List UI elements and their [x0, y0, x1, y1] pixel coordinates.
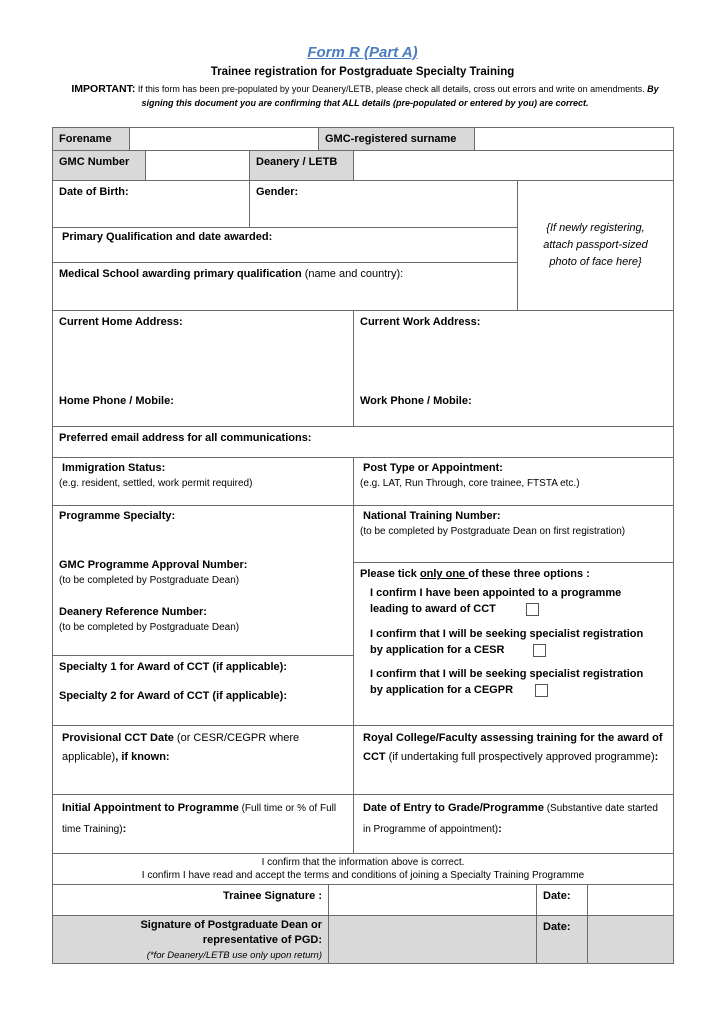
option-cct: I confirm I have been appointed to a programme leading to award of CCT	[370, 587, 622, 615]
medical-school-field[interactable]	[52, 262, 518, 311]
form-title: Form R (Part A)	[307, 44, 418, 61]
important-emphasis: By signing this document you are confirming that ALL details (pre-populated or entered by you) are correct.	[141, 84, 659, 108]
photo-area	[517, 180, 674, 311]
primary-qualification-field[interactable]	[52, 227, 518, 263]
work-address-field[interactable]	[353, 310, 674, 427]
work-address-label: Current Work Address:	[360, 316, 481, 328]
deanery-ref-label: Deanery Reference Number:	[59, 606, 207, 618]
gmc-approval-hint: (to be completed by Postgraduate Dean)	[59, 575, 240, 586]
important-text: If this form has been pre-populated by your Deanery/LETB, please check all details, cross out errors and write on amendments.	[137, 84, 645, 94]
specialty-block[interactable]	[52, 655, 354, 726]
ntn-label: National Training Number:	[363, 510, 501, 522]
ntn-field[interactable]	[353, 505, 674, 563]
trainee-signature-label: Trainee Signature :	[52, 884, 329, 916]
post-type-field[interactable]	[353, 457, 674, 506]
provisional-cct-field[interactable]: Provisional CCT Date (or CESR/CEGPR where applicable), if known:	[52, 725, 354, 795]
post-type-hint: (e.g. LAT, Run Through, core trainee, FTSTA etc.)	[360, 478, 580, 489]
dean-note: (*for Deanery/LETB use only upon return)	[146, 950, 322, 961]
primary-qualification-label: Primary Qualification and date awarded:	[62, 231, 273, 243]
programme-specialty-label: Programme Specialty:	[59, 510, 176, 522]
medical-school-hint: (name and country):	[301, 268, 404, 280]
dean-date-input[interactable]	[587, 915, 674, 964]
email-field[interactable]: Preferred email address for all communications:	[52, 426, 674, 458]
home-address-field[interactable]	[52, 310, 354, 427]
trainee-signature-input[interactable]	[328, 884, 537, 916]
immigration-label: Immigration Status:	[62, 462, 166, 474]
gmc-number-input[interactable]	[145, 150, 250, 181]
cct-checkbox[interactable]	[526, 603, 539, 616]
immigration-hint: (e.g. resident, settled, work permit required)	[59, 478, 253, 489]
deanery-label: Deanery / LETB	[249, 150, 354, 181]
form-subtitle: Trainee registration for Postgraduate Specialty Training	[210, 66, 515, 78]
important-notice	[60, 82, 670, 110]
royal-college-field[interactable]: Royal College/Faculty assessing training for the award of CCT (if undertaking full prospectively approved programme):	[353, 725, 674, 795]
deanery-ref-hint: (to be completed by Postgraduate Dean)	[59, 622, 240, 633]
initial-appointment-field[interactable]: Initial Appointment to Programme (Full time or % of Full time Training):	[52, 794, 354, 854]
photo-note: {If newly registering, attach passport-sized photo of face here}	[543, 222, 648, 268]
declaration: I confirm that the information above is correct. I confirm I have read and accept the terms and conditions of joining a Specialty Training Programme	[52, 853, 674, 885]
gmc-approval-label: GMC Programme Approval Number:	[59, 559, 248, 571]
work-phone-label: Work Phone / Mobile:	[360, 395, 472, 407]
dob-field[interactable]: Date of Birth:	[52, 180, 250, 228]
gmc-surname-input[interactable]	[474, 127, 674, 151]
dean-signature-label: Signature of Postgraduate Dean or representative of PGD: (*for Deanery/LETB use only upon return)	[52, 915, 329, 964]
specialty1-label: Specialty 1 for Award of CCT (if applicable):	[59, 661, 287, 673]
dean-date-label: Date:	[536, 915, 588, 964]
ntn-hint: (to be completed by Postgraduate Dean on first registration)	[360, 526, 626, 537]
deanery-input[interactable]	[353, 150, 674, 181]
cesr-checkbox[interactable]	[533, 644, 546, 657]
trainee-date-label: Date:	[536, 884, 588, 916]
post-type-label: Post Type or Appointment:	[363, 462, 503, 474]
forename-input[interactable]	[129, 127, 319, 151]
forename-label: Forename	[52, 127, 130, 151]
specialty2-label: Specialty 2 for Award of CCT (if applicable):	[59, 690, 287, 702]
option-cegpr: I confirm that I will be seeking specialist registration by application for a CEGPR	[370, 668, 644, 696]
medical-school-label: Medical School awarding primary qualification	[59, 268, 302, 280]
date-of-entry-field[interactable]: Date of Entry to Grade/Programme (Substantive date started in Programme of appointment):	[353, 794, 674, 854]
trainee-date-input[interactable]	[587, 884, 674, 916]
dean-signature-input[interactable]	[328, 915, 537, 964]
options-block	[353, 562, 674, 726]
gender-field[interactable]: Gender:	[249, 180, 518, 228]
home-phone-label: Home Phone / Mobile:	[59, 395, 174, 407]
programme-block	[52, 505, 354, 656]
gmc-number-label: GMC Number	[52, 150, 146, 181]
immigration-field[interactable]	[52, 457, 354, 506]
option-cesr: I confirm that I will be seeking specialist registration by application for a CESR	[370, 628, 644, 656]
cegpr-checkbox[interactable]	[535, 684, 548, 697]
home-address-label: Current Home Address:	[59, 316, 183, 328]
important-label: IMPORTANT:	[71, 83, 136, 95]
gmc-surname-label: GMC-registered surname	[318, 127, 475, 151]
options-prompt: Please tick only one of these three options :	[360, 568, 590, 580]
